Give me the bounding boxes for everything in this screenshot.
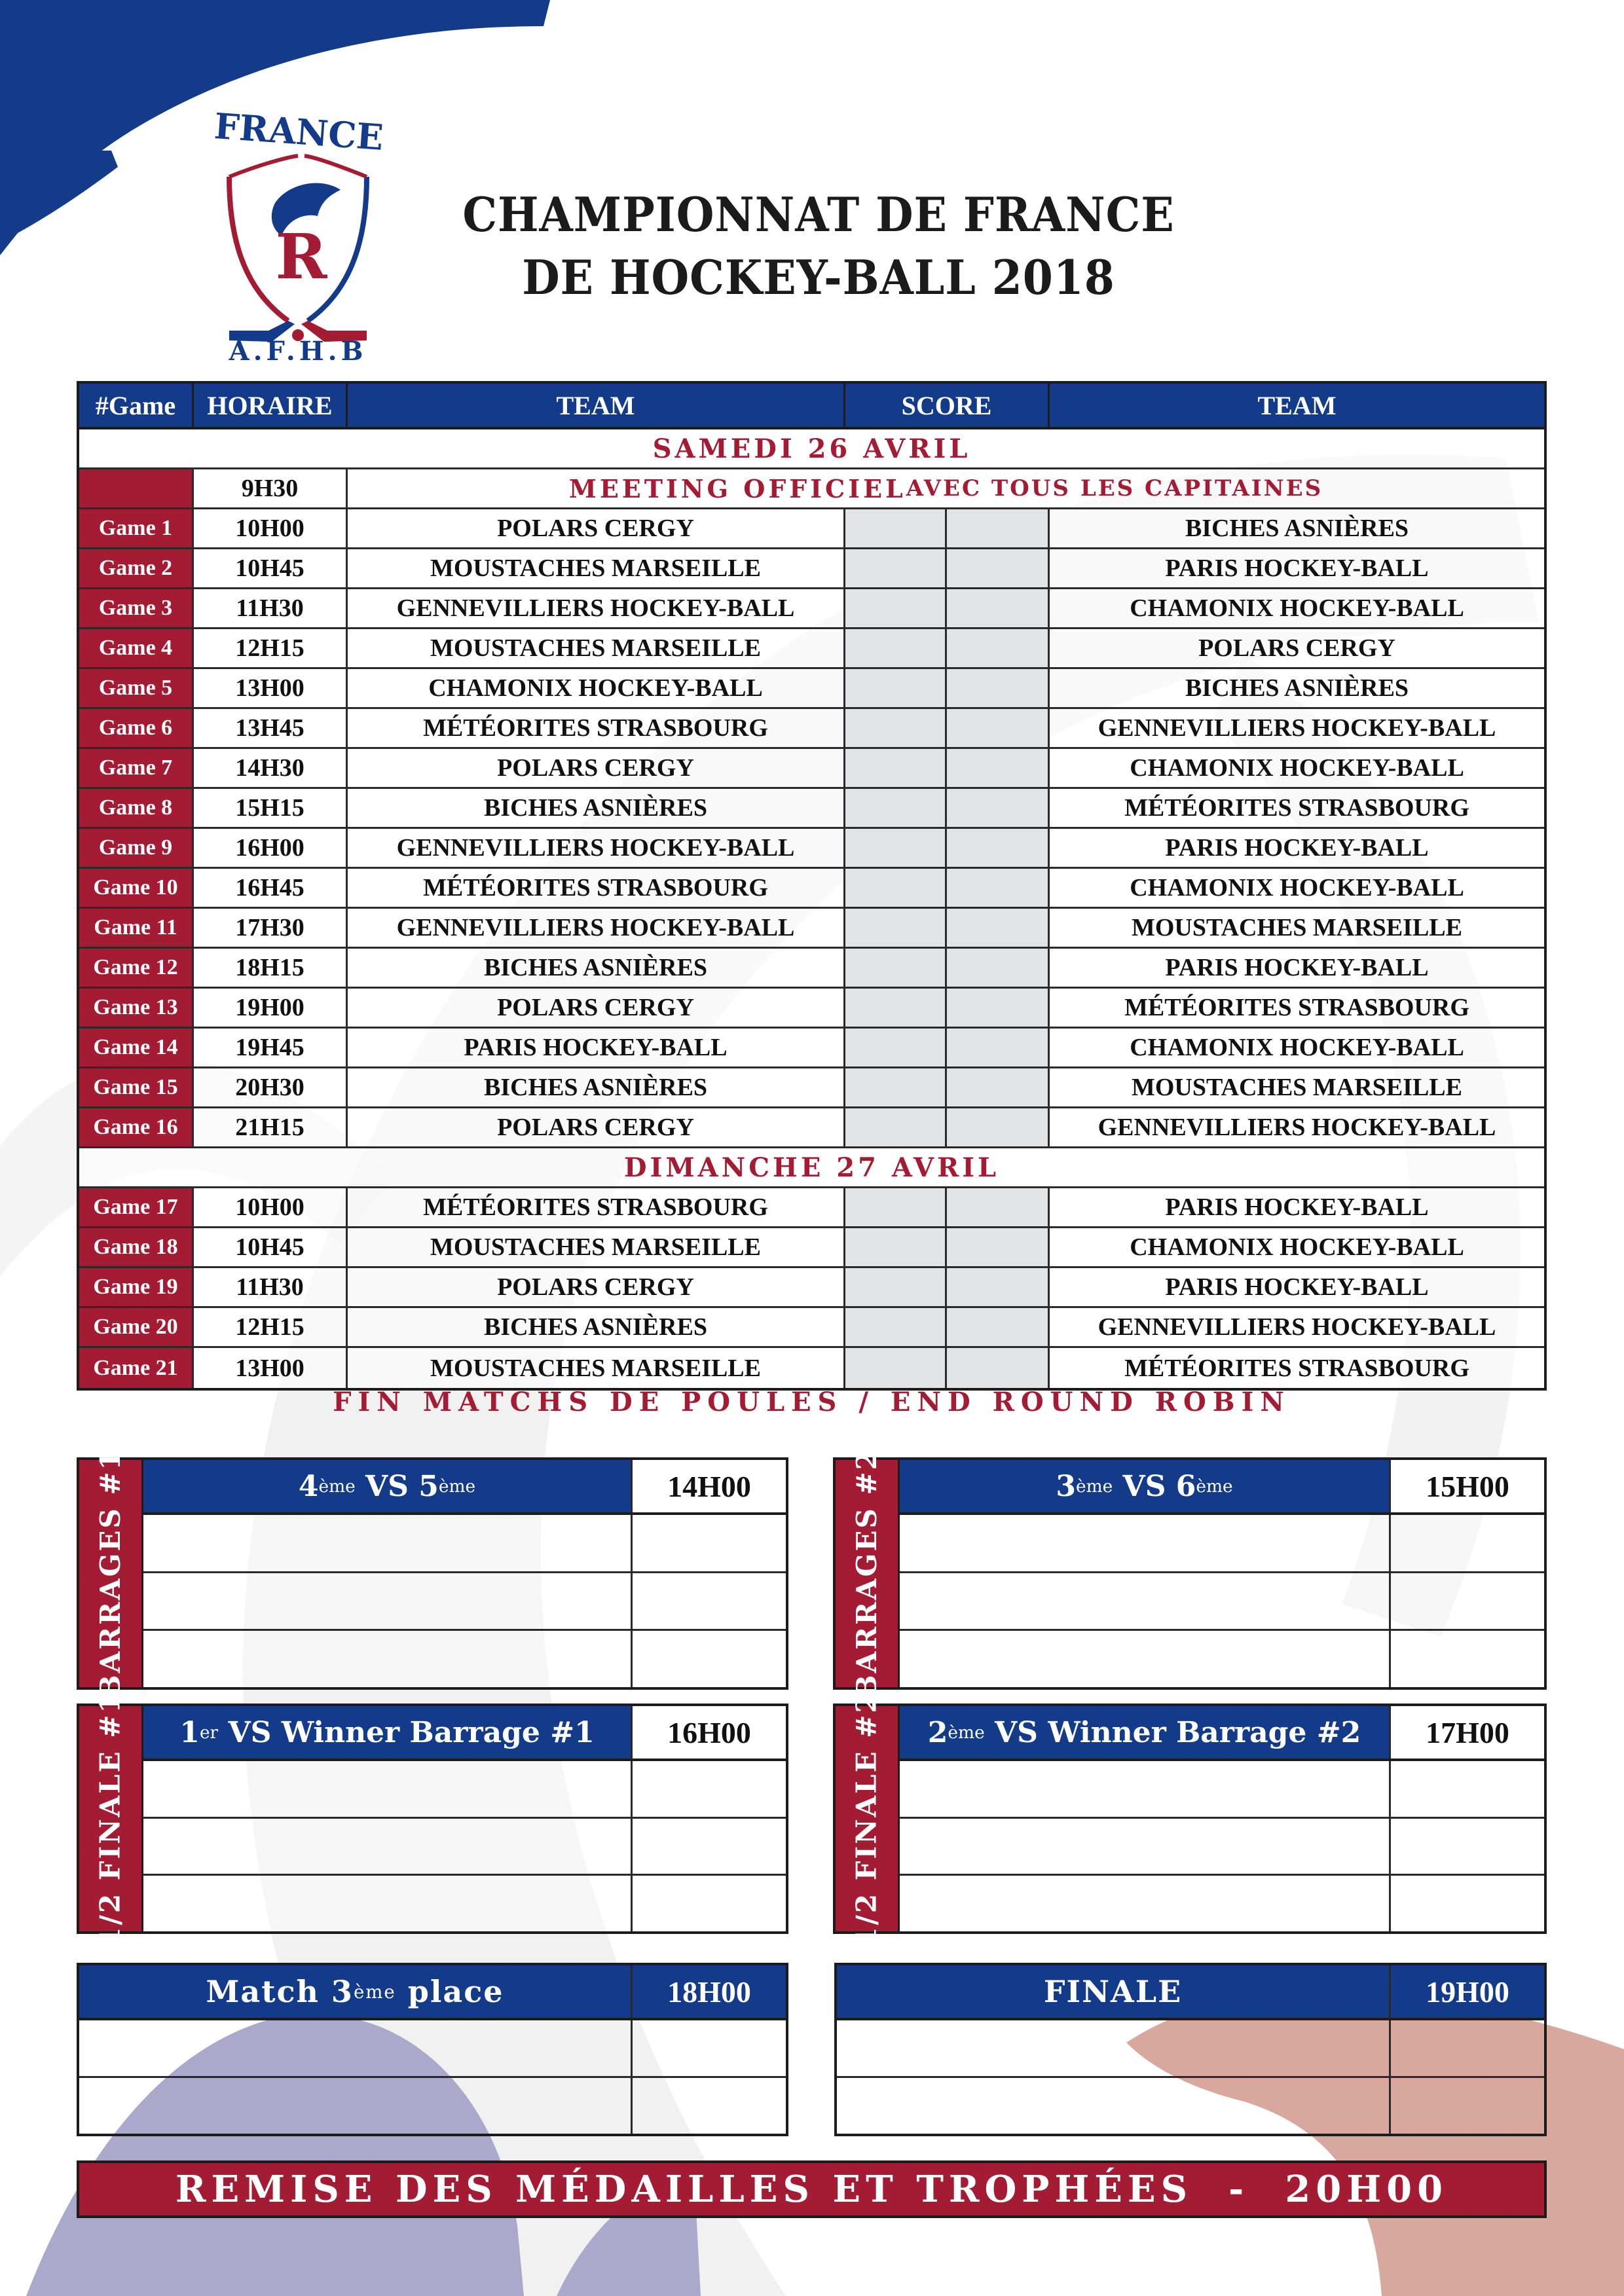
score-field[interactable] [633,1515,786,1571]
home-team: MOUSTACHES MARSEILLE [348,1348,845,1388]
score-field[interactable] [633,1761,786,1817]
entry-field[interactable] [143,1876,633,1931]
away-team: CHAMONIX HOCKEY-BALL [1050,869,1544,907]
semi-final-1-time: 16H00 [633,1706,786,1758]
home-team: GENNEVILLIERS HOCKEY-BALL [348,829,845,867]
home-team: MOUSTACHES MARSEILLE [348,1228,845,1266]
home-team: MÉTÉORITES STRASBOURG [348,709,845,747]
score-field[interactable] [1391,2020,1544,2076]
home-score-field[interactable] [845,1348,947,1388]
game-number: Game 13 [79,989,194,1027]
away-team: MÉTÉORITES STRASBOURG [1050,789,1544,827]
shield-top-icon [229,156,367,177]
score-field[interactable] [1391,1819,1544,1874]
home-score-field[interactable] [845,589,947,627]
entry-field[interactable] [837,2078,1391,2134]
title-line-2: DE HOCKEY-BALL 2018 [522,249,1115,305]
table-row [79,789,1544,829]
table-row [79,669,1544,709]
score-field[interactable] [1391,1515,1544,1571]
game-number: Game 4 [79,629,194,667]
away-score-field[interactable] [947,669,1050,707]
game-time: 17H30 [194,909,348,947]
third-place-box [77,1963,788,2136]
semi-final-1-side-label: 1/2 FINALE #1 [79,1706,143,1931]
table-row [79,1348,1544,1388]
game-time: 19H00 [194,989,348,1027]
away-team: GENNEVILLIERS HOCKEY-BALL [1050,709,1544,747]
game-time: 21H15 [194,1108,348,1146]
game-time: 14H30 [194,749,348,787]
game-time: 19H45 [194,1029,348,1066]
meeting-text-main: MEETING OFFICIEL [568,473,906,503]
logo-letter-r: R [275,221,327,293]
entry-field[interactable] [900,1876,1391,1931]
header-team-away: TEAM [1257,390,1337,420]
away-score-field[interactable] [947,549,1050,587]
header-team-home: TEAM [348,384,845,427]
home-team: BICHES ASNIÈRES [348,949,845,987]
away-score-field[interactable] [947,989,1050,1027]
day-label: DIMANCHE 27 AVRIL [623,1152,1000,1183]
final-label: FINALE [837,1965,1391,2018]
home-team: CHAMONIX HOCKEY-BALL [348,669,845,707]
away-score-field[interactable] [947,1029,1050,1066]
away-team: MOUSTACHES MARSEILLE [1050,1068,1544,1106]
score-field[interactable] [1391,1573,1544,1630]
away-score-field[interactable] [947,709,1050,747]
game-number: Game 6 [79,709,194,747]
game-time: 13H45 [194,709,348,747]
home-team: BICHES ASNIÈRES [348,789,845,827]
home-score-field[interactable] [845,789,947,827]
entry-field[interactable] [143,1515,633,1571]
barrage-1-box [77,1449,788,1698]
game-time: 10H00 [194,1188,348,1226]
home-score-field[interactable] [845,829,947,867]
home-score-field[interactable] [845,989,947,1027]
table-row [79,829,1544,869]
game-time: 15H15 [194,789,348,827]
away-score-field[interactable] [947,629,1050,667]
game-number: Game 17 [79,1188,194,1226]
home-team: BICHES ASNIÈRES [348,1308,845,1346]
barrage-2-box [833,1449,1547,1698]
game-number: Game 3 [79,589,194,627]
final-time: 19H00 [1426,1975,1509,2009]
semi-final-2-side-label: 1/2 FINALE #2 [836,1706,900,1931]
barrage-2-time: 15H00 [1391,1460,1544,1512]
barrage-2-side-label: BARRAGES #2 [836,1460,900,1687]
home-score-field[interactable] [845,1029,947,1066]
game-number: Game 21 [79,1348,194,1388]
game-time: 16H00 [194,829,348,867]
table-row [79,989,1544,1029]
game-number: Game 18 [79,1228,194,1266]
home-score-field[interactable] [845,909,947,947]
score-field[interactable] [1391,1761,1544,1817]
home-score-field[interactable] [845,1188,947,1226]
table-row [79,869,1544,909]
meeting-time: 9H30 [194,469,348,507]
home-score-field[interactable] [845,1068,947,1106]
home-score-field[interactable] [845,709,947,747]
entry-field[interactable] [79,2078,633,2134]
afhb-logo [190,105,406,360]
game-number: Game 2 [79,549,194,587]
away-team: MOUSTACHES MARSEILLE [1050,909,1544,947]
score-field[interactable] [1391,1631,1544,1687]
score-field[interactable] [633,2020,786,2076]
away-team: CHAMONIX HOCKEY-BALL [1050,1029,1544,1066]
game-time: 13H00 [194,669,348,707]
away-team: BICHES ASNIÈRES [1050,509,1544,547]
home-team: MÉTÉORITES STRASBOURG [348,1188,845,1226]
third-place-time: 18H00 [667,1975,751,2009]
away-score-field[interactable] [947,1108,1050,1146]
semi-final-2-matchup: 2 ème VS Winner Barrage #2 [900,1706,1391,1758]
home-team: POLARS CERGY [348,749,845,787]
score-field[interactable] [1391,1876,1544,1931]
day-label: SAMEDI 26 AVRIL [652,433,971,464]
day-header-sunday [79,1148,1544,1188]
away-score-field[interactable] [947,509,1050,547]
meeting-text-rest: AVEC TOUS LES CAPITAINES [906,475,1323,501]
game-number: Game 10 [79,869,194,907]
entry-field[interactable] [900,1631,1391,1687]
table-row [79,1308,1544,1348]
meeting-row [79,469,1544,509]
header-game: #Game [79,384,194,427]
away-score-field[interactable] [947,909,1050,947]
game-number: Game 1 [79,509,194,547]
game-number: Game 7 [79,749,194,787]
table-row [79,1188,1544,1228]
blue-flag-tail [0,151,118,242]
meeting-game-cell [79,469,194,507]
home-team: POLARS CERGY [348,509,845,547]
away-team: POLARS CERGY [1050,629,1544,667]
home-team: MOUSTACHES MARSEILLE [348,629,845,667]
game-number: Game 14 [79,1029,194,1066]
table-row [79,1268,1544,1308]
entry-field[interactable] [837,2020,1391,2076]
header-time: HORAIRE [194,384,348,427]
table-row [79,1108,1544,1148]
away-score-field[interactable] [947,1308,1050,1346]
away-score-field[interactable] [947,1348,1050,1388]
score-field[interactable] [633,1819,786,1874]
barrage-1-matchup: 4 ème VS 5 ème [143,1460,633,1512]
page-title [393,183,1244,309]
table-row [79,509,1544,549]
game-number: Game 12 [79,949,194,987]
game-time: 12H15 [194,629,348,667]
score-field[interactable] [1391,2078,1544,2134]
game-time: 18H15 [194,949,348,987]
header-score: SCORE [845,384,1050,427]
barrage-1-time: 14H00 [633,1460,786,1512]
away-score-field[interactable] [947,1228,1050,1266]
home-score-field[interactable] [845,629,947,667]
away-team: GENNEVILLIERS HOCKEY-BALL [1050,1308,1544,1346]
game-time: 11H30 [194,1268,348,1306]
home-team: MÉTÉORITES STRASBOURG [348,869,845,907]
score-field[interactable] [633,2078,786,2134]
away-score-field[interactable] [947,829,1050,867]
game-number: Game 9 [79,829,194,867]
away-team: MÉTÉORITES STRASBOURG [1050,989,1544,1027]
title-line-1: CHAMPIONNAT DE FRANCE [462,187,1175,242]
table-row [79,909,1544,949]
away-score-field[interactable] [947,1188,1050,1226]
barrage-2-matchup: 3 ème VS 6 ème [900,1460,1391,1512]
barrage-1-side-label: BARRAGES #1 [79,1460,143,1687]
semi-final-2-time: 17H00 [1391,1706,1544,1758]
away-team: CHAMONIX HOCKEY-BALL [1050,1228,1544,1266]
table-header [79,384,1544,429]
home-score-field[interactable] [845,1108,947,1146]
game-number: Game 8 [79,789,194,827]
away-score-field[interactable] [947,869,1050,907]
game-time: 13H00 [194,1348,348,1388]
game-time: 10H45 [194,549,348,587]
game-number: Game 19 [79,1268,194,1306]
score-field[interactable] [633,1573,786,1630]
game-time: 12H15 [194,1308,348,1346]
schedule-table [77,381,1547,1391]
away-score-field[interactable] [947,949,1050,987]
away-score-field[interactable] [947,1068,1050,1106]
away-team: GENNEVILLIERS HOCKEY-BALL [1050,1108,1544,1146]
meeting-text [348,469,1544,507]
day-header-saturday [79,429,1544,469]
home-team: GENNEVILLIERS HOCKEY-BALL [348,909,845,947]
table-row [79,1029,1544,1068]
game-time: 11H30 [194,589,348,627]
game-time: 20H30 [194,1068,348,1106]
away-team: BICHES ASNIÈRES [1050,669,1544,707]
home-team: POLARS CERGY [348,1108,845,1146]
semi-final-1-box [77,1691,788,1946]
table-row [79,749,1544,789]
game-number: Game 15 [79,1068,194,1106]
ceremony-text: REMISE DES MÉDAILLES ET TROPHÉES - 20H00 [175,2168,1449,2211]
entry-field[interactable] [900,1761,1391,1817]
entry-field[interactable] [79,2020,633,2076]
table-row [79,709,1544,749]
final-box [834,1963,1547,2136]
game-time: 16H45 [194,869,348,907]
away-score-field[interactable] [947,589,1050,627]
home-score-field[interactable] [845,949,947,987]
away-score-field[interactable] [947,1268,1050,1306]
home-team: POLARS CERGY [348,1268,845,1306]
logo-top-text: FRANCE [213,105,385,158]
semi-final-1-matchup: 1 er VS Winner Barrage #1 [143,1706,633,1758]
table-row [79,589,1544,629]
away-team: CHAMONIX HOCKEY-BALL [1050,749,1544,787]
game-number: Game 5 [79,669,194,707]
game-number: Game 20 [79,1308,194,1346]
home-score-field[interactable] [845,549,947,587]
away-team: PARIS HOCKEY-BALL [1050,549,1544,587]
away-team: PARIS HOCKEY-BALL [1050,949,1544,987]
score-field[interactable] [633,1631,786,1687]
table-row [79,949,1544,989]
entry-field[interactable] [143,1631,633,1687]
home-team: MOUSTACHES MARSEILLE [348,549,845,587]
table-row [79,1068,1544,1108]
table-row [79,1228,1544,1268]
home-score-field[interactable] [845,869,947,907]
home-score-field[interactable] [845,509,947,547]
game-number: Game 11 [79,909,194,947]
away-team: MÉTÉORITES STRASBOURG [1050,1348,1544,1388]
end-round-robin-label: FIN MATCHS DE POULES / END ROUND ROBIN [333,1387,1291,1417]
away-score-field[interactable] [947,749,1050,787]
away-score-field[interactable] [947,789,1050,827]
entry-field[interactable] [143,1819,633,1874]
home-team: POLARS CERGY [348,989,845,1027]
home-score-field[interactable] [845,669,947,707]
home-score-field[interactable] [845,749,947,787]
home-team: GENNEVILLIERS HOCKEY-BALL [348,589,845,627]
home-score-field[interactable] [845,1308,947,1346]
entry-field[interactable] [900,1515,1391,1571]
score-field[interactable] [633,1876,786,1931]
table-row [79,629,1544,669]
ceremony-banner [77,2160,1547,2218]
away-team: PARIS HOCKEY-BALL [1050,829,1544,867]
away-team: CHAMONIX HOCKEY-BALL [1050,589,1544,627]
logo-bottom-text: A.F.H.B [229,336,367,360]
entry-field[interactable] [900,1819,1391,1874]
table-row [79,549,1544,589]
home-team: PARIS HOCKEY-BALL [348,1029,845,1066]
entry-field[interactable] [143,1761,633,1817]
game-time: 10H00 [194,509,348,547]
entry-field[interactable] [900,1573,1391,1630]
home-score-field[interactable] [845,1228,947,1266]
home-score-field[interactable] [845,1268,947,1306]
home-team: BICHES ASNIÈRES [348,1068,845,1106]
entry-field[interactable] [143,1573,633,1630]
game-time: 10H45 [194,1228,348,1266]
semi-final-2-box [833,1691,1547,1946]
away-team: PARIS HOCKEY-BALL [1050,1188,1544,1226]
away-team: PARIS HOCKEY-BALL [1050,1268,1544,1306]
third-place-label: Match 3 ème place [79,1965,633,2018]
game-number: Game 16 [79,1108,194,1146]
